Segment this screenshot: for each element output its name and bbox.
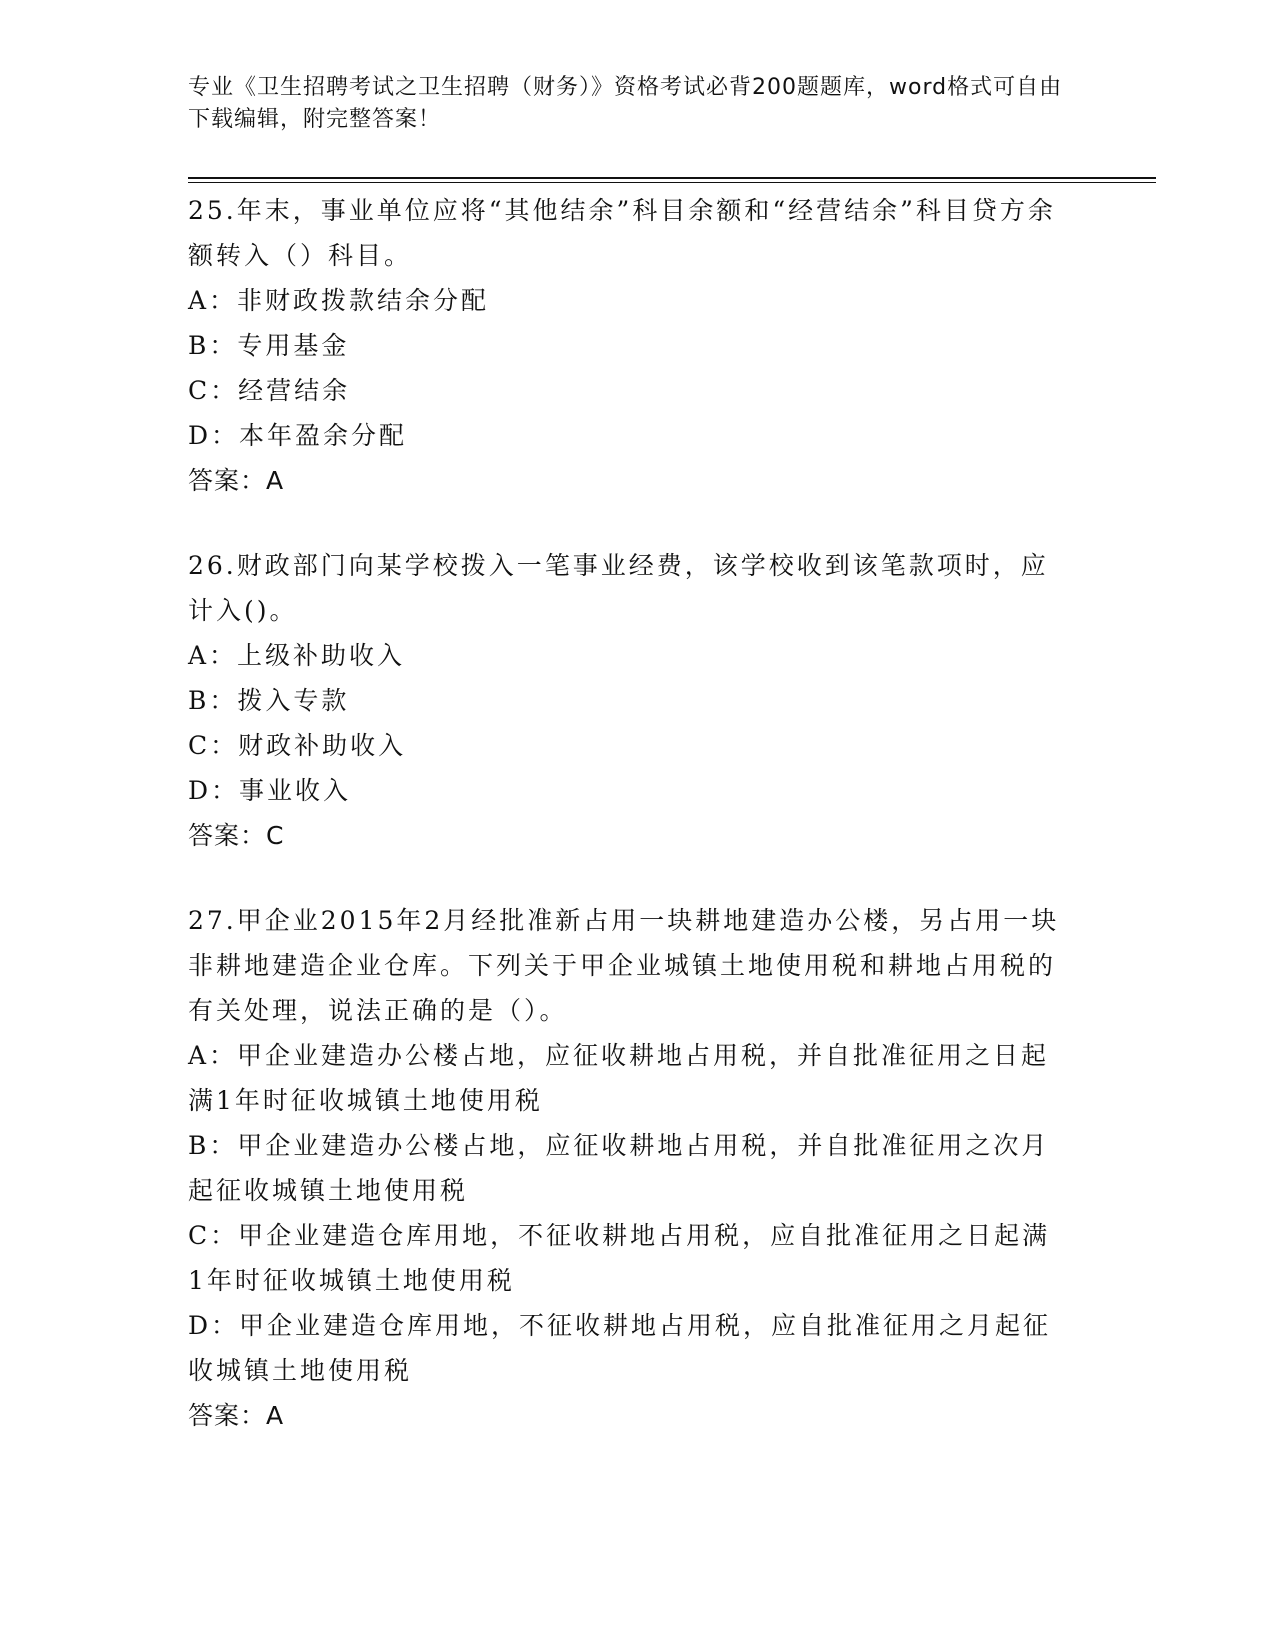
- option-a: A：甲企业建造办公楼占地，应征收耕地占用税，并自批准征用之日起满1年时征收城镇土地使用税: [188, 1041, 1050, 1115]
- answer-line: 答案：A: [188, 1401, 285, 1430]
- question-stem: 26.财政部门向某学校拨入一笔事业经费，该学校收到该笔款项时，应计入()。: [188, 551, 1049, 625]
- option-c: C：经营结余: [188, 376, 351, 405]
- option-a: A：非财政拨款结余分配: [188, 286, 490, 315]
- answer-line: 答案：C: [188, 821, 285, 850]
- option-b: B：甲企业建造办公楼占地，应征收耕地占用税，并自批准征用之次月起征收城镇土地使用税: [188, 1131, 1050, 1205]
- question-27: [188, 898, 1068, 1438]
- option-a: A：上级补助收入: [188, 641, 406, 670]
- document-header: 专业《卫生招聘考试之卫生招聘（财务）》资格考试必背200题题库，word格式可自由下载编辑，附完整答案！: [188, 75, 1063, 132]
- question-25: [188, 188, 1068, 503]
- option-d: D：本年盈余分配: [188, 421, 408, 450]
- header-divider-thick: [188, 177, 1156, 179]
- answer-line: 答案：A: [188, 466, 285, 495]
- question-list: [188, 188, 1068, 1478]
- option-d: D：甲企业建造仓库用地，不征收耕地占用税，应自批准征用之月起征收城镇土地使用税: [188, 1311, 1052, 1385]
- option-d: D：事业收入: [188, 776, 352, 805]
- question-stem: 25.年末，事业单位应将“其他结余”科目余额和“经营结余”科目贷方余额转入（）科目。: [188, 196, 1056, 270]
- option-b: B：专用基金: [188, 331, 350, 360]
- option-c: C：甲企业建造仓库用地，不征收耕地占用税，应自批准征用之日起满1年时征收城镇土地使用税: [188, 1221, 1051, 1295]
- option-c: C：财政补助收入: [188, 731, 407, 760]
- question-stem: 27.甲企业2015年2月经批准新占用一块耕地建造办公楼，另占用一块非耕地建造企业仓库。下列关于甲企业城镇土地使用税和耕地占用税的有关处理，说法正确的是（）。: [188, 906, 1060, 1025]
- header-divider-thin: [188, 182, 1156, 183]
- option-b: B：拨入专款: [188, 686, 350, 715]
- question-26: [188, 543, 1068, 858]
